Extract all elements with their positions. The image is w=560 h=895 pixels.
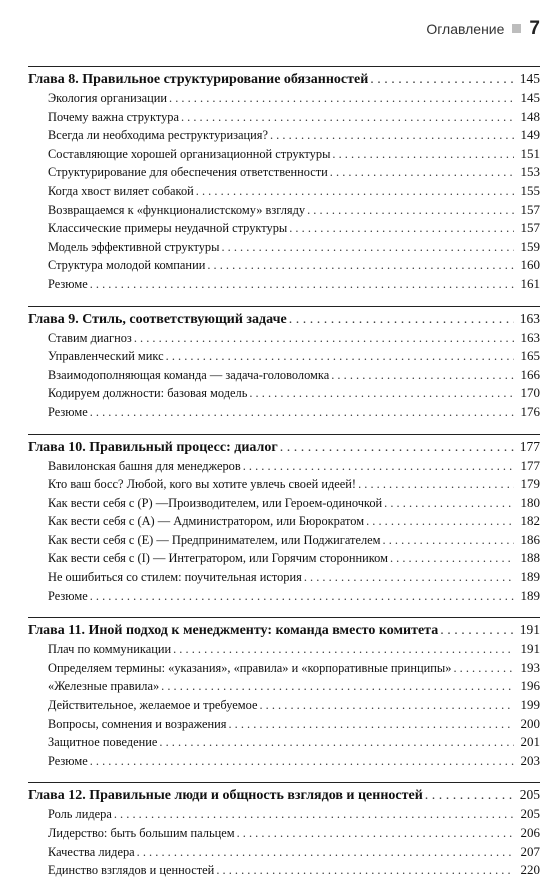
toc-chapter-entry[interactable]	[28, 309, 540, 329]
dot-leader	[330, 163, 514, 182]
running-header	[426, 18, 540, 40]
section-title: Резюме	[48, 588, 88, 603]
chapter-page-number: 163	[519, 310, 540, 326]
section-page-number: 177	[520, 457, 540, 473]
section-page-number: 163	[520, 329, 540, 345]
toc-section-entry[interactable]	[28, 347, 540, 366]
section-title: Ставим диагноз	[48, 330, 132, 345]
toc-section-entry[interactable]	[28, 512, 540, 531]
toc-chapter-entry[interactable]	[28, 620, 540, 640]
section-title: Как вести себя с (I) — Интегратором, или Горячим сторонником	[48, 551, 388, 566]
section-title: Качества лидера	[48, 844, 135, 859]
toc-section-entry[interactable]	[28, 163, 540, 182]
dot-leader	[390, 549, 514, 568]
section-page-number: 145	[520, 90, 540, 105]
dot-leader	[159, 733, 514, 752]
toc-section-entry[interactable]	[28, 329, 540, 348]
section-title: Резюме	[48, 753, 88, 768]
dot-leader	[332, 145, 514, 164]
dot-leader	[137, 843, 514, 862]
dot-leader	[166, 347, 514, 366]
dot-leader	[384, 494, 514, 513]
toc-section-entry[interactable]	[28, 475, 540, 494]
chapter-title: Глава 9. Стиль, соответствующий задаче	[28, 311, 287, 327]
toc-chapter	[28, 617, 540, 770]
section-title: Почему важна структура	[48, 109, 179, 124]
chapter-title: Глава 12. Правильные люди и общность взглядов и ценностей	[28, 788, 423, 804]
toc-section-entry[interactable]	[28, 659, 540, 678]
dot-leader	[270, 126, 514, 145]
dot-leader	[216, 861, 514, 880]
toc-section-entry[interactable]	[28, 843, 540, 862]
dot-leader	[221, 238, 514, 257]
section-page-number: 203	[520, 752, 540, 768]
toc-section-entry[interactable]	[28, 275, 540, 294]
section-page-number: 220	[520, 862, 540, 878]
table-of-contents	[28, 66, 540, 892]
section-title: Структура молодой компании	[48, 258, 206, 273]
dot-leader	[114, 805, 514, 824]
toc-section-entry[interactable]	[28, 677, 540, 696]
dot-leader	[249, 384, 514, 403]
toc-section-entry[interactable]	[28, 219, 540, 238]
dot-leader	[237, 824, 514, 843]
section-title: Как вести себя с (E) — Предпринимателем, или Поджигателем	[48, 532, 381, 547]
section-page-number: 193	[520, 659, 540, 675]
section-title: Кодируем должности: базовая модель	[48, 386, 248, 401]
dot-leader	[289, 219, 514, 238]
toc-section-entry[interactable]	[28, 568, 540, 587]
dot-leader	[440, 621, 514, 641]
toc-section-entry[interactable]	[28, 201, 540, 220]
section-title: Структурирование для обеспечения ответственности	[48, 165, 328, 180]
toc-section-entry[interactable]	[28, 494, 540, 513]
toc-section-entry[interactable]	[28, 256, 540, 275]
chapter-page-number: 191	[519, 622, 540, 638]
section-page-number: 165	[520, 348, 540, 364]
section-title: Единство взглядов и ценностей	[48, 863, 215, 878]
toc-section-entry[interactable]	[28, 715, 540, 734]
chapter-page-number: 205	[519, 787, 540, 803]
section-title: Не ошибиться со стилем: поучительная история	[48, 570, 302, 585]
dot-leader	[228, 715, 514, 734]
section-page-number: 200	[520, 715, 540, 731]
toc-chapter	[28, 66, 540, 294]
section-page-number: 157	[520, 220, 540, 236]
toc-chapter-entry[interactable]	[28, 437, 540, 457]
section-page-number: 166	[520, 366, 540, 382]
toc-section-entry[interactable]	[28, 126, 540, 145]
section-title: Возвращаемся к «функционалистскому» взгляду	[48, 202, 306, 217]
section-title: Классические примеры неудачной структуры	[48, 221, 288, 236]
section-page-number: 149	[520, 127, 540, 143]
section-page-number: 161	[520, 275, 540, 291]
dot-leader	[173, 640, 514, 659]
toc-section-entry[interactable]	[28, 108, 540, 127]
section-page-number: 176	[520, 403, 540, 419]
page-number: 7	[529, 18, 540, 39]
toc-section-entry[interactable]	[28, 640, 540, 659]
section-page-number: 148	[520, 108, 540, 124]
section-page-number: 196	[520, 678, 540, 694]
dot-leader	[289, 310, 514, 330]
section-title: Кто ваш босс? Любой, кого вы хотите увлечь своей идеей!	[48, 477, 357, 492]
dot-leader	[331, 366, 514, 385]
dot-leader	[196, 182, 514, 201]
section-page-number: 179	[520, 476, 540, 492]
toc-section-entry[interactable]	[28, 366, 540, 385]
section-page-number: 199	[520, 697, 540, 713]
section-title: Когда хвост виляет собакой	[48, 183, 194, 198]
section-page-number: 160	[520, 257, 540, 273]
section-title: Резюме	[48, 276, 88, 291]
toc-section-entry[interactable]	[28, 587, 540, 606]
toc-section-entry[interactable]	[28, 861, 540, 880]
toc-section-entry[interactable]	[28, 89, 540, 108]
dot-leader	[161, 677, 514, 696]
section-page-number: 182	[520, 513, 540, 529]
dot-leader	[366, 512, 514, 531]
section-title: Действительное, желаемое и требуемое	[48, 698, 258, 713]
section-page-number: 189	[520, 587, 540, 603]
dot-leader	[181, 108, 514, 127]
toc-section-entry[interactable]	[28, 145, 540, 164]
dot-leader	[304, 568, 514, 587]
toc-section-entry[interactable]	[28, 182, 540, 201]
toc-chapter	[28, 434, 540, 606]
section-page-number: 206	[520, 825, 540, 840]
section-page-number: 153	[520, 164, 540, 180]
section-page-number: 186	[520, 531, 540, 547]
chapter-title: Глава 11. Иной подход к менеджменту: команда вместо комитета	[28, 623, 439, 639]
section-title: «Железные правила»	[48, 679, 160, 694]
section-page-number: 189	[520, 569, 540, 585]
section-title: Взаимодополняющая команда — задача-головоломка	[48, 367, 330, 382]
dot-leader	[90, 752, 514, 771]
chapter-title: Глава 8. Правильное структурирование обязанностей	[28, 72, 369, 87]
section-title: Резюме	[48, 404, 88, 419]
section-page-number: 201	[520, 734, 540, 750]
toc-section-entry[interactable]	[28, 403, 540, 422]
toc-section-entry[interactable]	[28, 384, 540, 403]
dot-leader	[243, 457, 514, 476]
dot-leader	[259, 696, 514, 715]
dot-leader	[207, 256, 514, 275]
dot-leader	[383, 531, 515, 550]
dot-leader	[169, 89, 514, 108]
toc-section-entry[interactable]	[28, 549, 540, 568]
toc-section-entry[interactable]	[28, 238, 540, 257]
section-title: Плач по коммуникации	[48, 642, 172, 657]
dot-leader	[280, 438, 514, 458]
section-title: Управленческий микс	[48, 349, 164, 364]
section-title: Вопросы, сомнения и возражения	[48, 716, 227, 731]
section-title: Вавилонская башня для менеджеров	[48, 458, 241, 473]
toc-chapter	[28, 306, 540, 422]
toc-section-entry[interactable]	[28, 531, 540, 550]
toc-section-entry[interactable]	[28, 805, 540, 824]
section-page-number: 191	[520, 641, 540, 657]
toc-section-entry[interactable]	[28, 824, 540, 843]
dot-leader	[90, 403, 514, 422]
chapter-page-number: 145	[519, 71, 540, 86]
section-page-number: 170	[520, 385, 540, 401]
section-page-number: 157	[520, 201, 540, 217]
section-title: Определяем термины: «указания», «правила» и «корпоративные принципы»	[48, 660, 452, 675]
toc-chapter	[28, 782, 540, 879]
dot-leader	[453, 659, 514, 678]
toc-chapter-entry[interactable]	[28, 785, 540, 805]
section-title: Составляющие хорошей организационной структуры	[48, 146, 331, 161]
section-title: Всегда ли необходима реструктуризация?	[48, 128, 268, 143]
section-title: Роль лидера	[48, 807, 112, 822]
section-title: Модель эффективной структуры	[48, 239, 220, 254]
section-page-number: 180	[520, 494, 540, 510]
section-page-number: 151	[520, 145, 540, 161]
section-title: Лидерство: быть большим пальцем	[48, 826, 235, 840]
section-page-number: 155	[520, 182, 540, 198]
toc-section-entry[interactable]	[28, 696, 540, 715]
running-header-title: Оглавление	[426, 21, 505, 37]
dot-leader	[90, 275, 514, 294]
toc-section-entry[interactable]	[28, 457, 540, 476]
dot-leader	[134, 329, 514, 348]
toc-section-entry[interactable]	[28, 733, 540, 752]
section-page-number: 207	[520, 843, 540, 859]
toc-chapter-entry[interactable]	[28, 69, 540, 89]
chapter-page-number: 177	[519, 438, 540, 454]
dot-leader	[425, 786, 514, 806]
section-title: Как вести себя с (A) — Администратором, или Бюрократом	[48, 514, 365, 529]
toc-section-entry[interactable]	[28, 752, 540, 771]
section-page-number: 205	[520, 806, 540, 822]
section-title: Как вести себя с (P) —Производителем, или Героем-одиночкой	[48, 495, 383, 510]
section-title: Защитное поведение	[48, 735, 158, 750]
header-square-ornament	[512, 24, 521, 33]
chapter-title: Глава 10. Правильный процесс: диалог	[28, 439, 278, 455]
dot-leader	[90, 587, 514, 606]
section-page-number: 159	[520, 238, 540, 254]
dot-leader	[370, 70, 514, 90]
section-page-number: 188	[520, 550, 540, 566]
section-title: Экология организации	[48, 91, 168, 105]
dot-leader	[307, 201, 514, 220]
dot-leader	[358, 475, 514, 494]
